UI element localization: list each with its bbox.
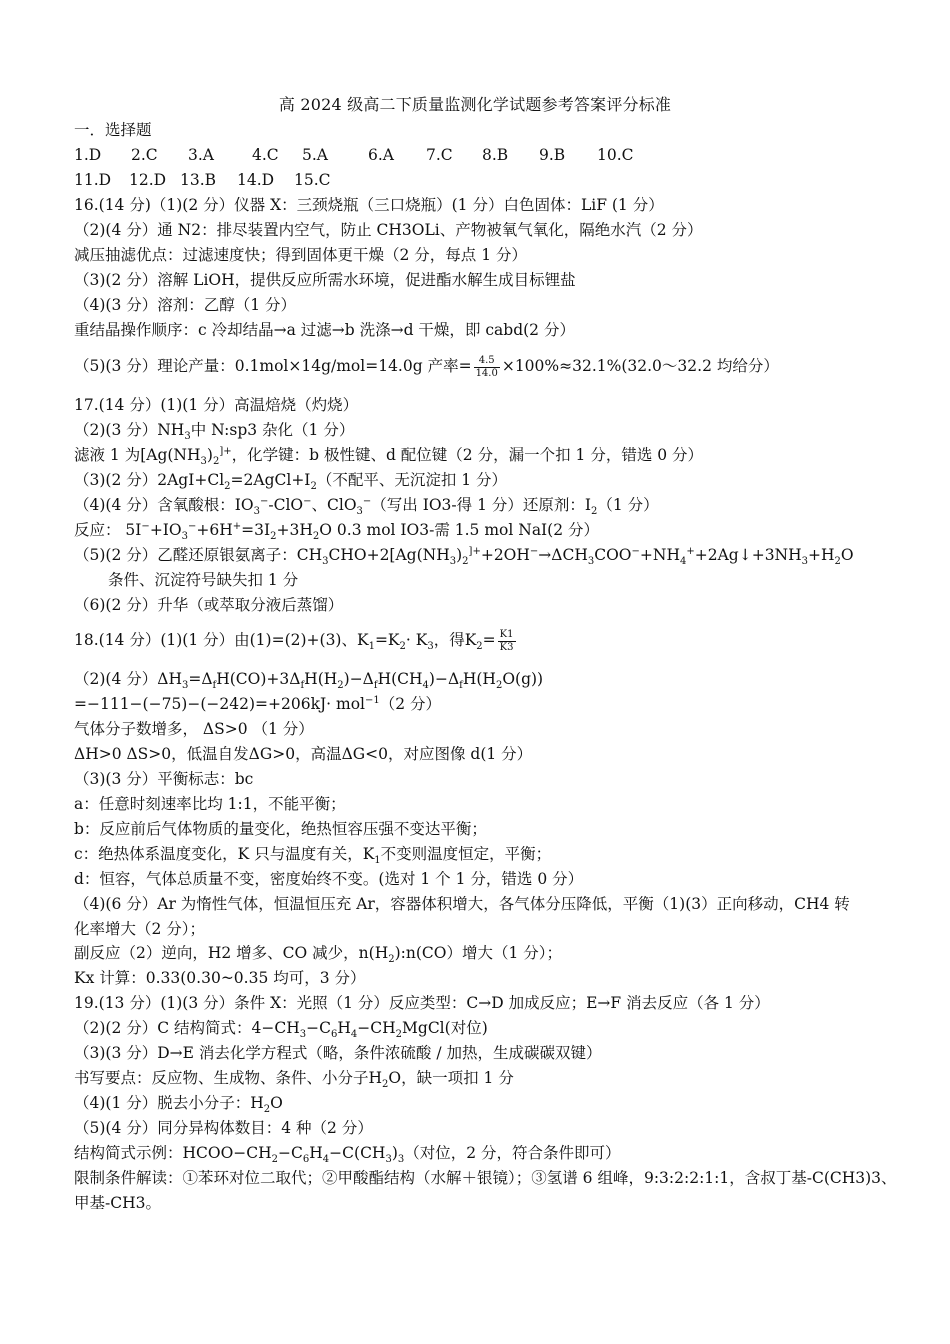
superscript: −: [141, 520, 150, 532]
superscript: −: [362, 495, 372, 507]
text-run: （4)(4 分）含氧酸根：IO: [74, 496, 254, 514]
subscript: 2: [270, 531, 277, 543]
subscript: 2: [271, 1154, 279, 1166]
superscript: −1: [365, 694, 380, 706]
q16-line-1: 16.(14 分)（1)(2 分）仪器 X：三颈烧瓶（三口烧瓶）(1 分）白色固体：LiF (1 分）: [74, 196, 664, 214]
text-run: COO: [594, 546, 632, 564]
q17-line-5: [74, 493, 889, 517]
q17-line-2: [74, 418, 889, 442]
text-run: H(H: [304, 670, 338, 688]
q16-line-6: 重结晶操作顺序：c 冷却结晶→a 过滤→b 洗涤→d 干燥，即 cabd(2 分）: [74, 321, 575, 339]
answer-item: 9.B: [539, 146, 566, 164]
subscript: 2: [462, 556, 469, 568]
q18-line-11: （4)(6 分）Ar 为惰性气体，恒温恒压充 Ar，容器体积增大，各气体分压降低，平衡（1)(3）正向移动，CH4 转: [74, 895, 850, 913]
answer-item: 8.B: [482, 146, 509, 164]
subscript: 4: [350, 1029, 358, 1041]
answer-item: 4.C: [252, 146, 279, 164]
text-run: =−111−(−75)−(−242)=+206kJ· mol: [74, 695, 366, 713]
subscript: 3: [801, 556, 809, 568]
q18-line-1: [74, 628, 889, 654]
text-run: ):n(CO）增大（1 分）；: [394, 944, 562, 962]
text-run: −C: [278, 1144, 303, 1162]
text-run: =K: [374, 631, 400, 649]
text-run: （4)(1 分）脱去小分子：H: [74, 1094, 264, 1112]
q19-line-2: [74, 1016, 889, 1040]
answer-item: 5.A: [302, 146, 328, 164]
text-run: （1 分）: [597, 496, 659, 514]
text-run: （5)(2 分）乙醛还原银氨离子：CH: [74, 546, 323, 564]
q18-line-10: d：恒容，气体总质量不变，密度始终不变。(选对 1 个 1 分，错选 0 分）: [74, 870, 584, 888]
q18-line-7: a：任意时刻速率比均 1:1，不能平衡；: [74, 795, 346, 813]
answer-item: 7.C: [426, 146, 453, 164]
subscript: 2: [395, 1029, 403, 1041]
page-title: 高 2024 级高二下质量监测化学试题参考答案评分标准: [278, 95, 672, 114]
q18-line-8: b：反应前后气体物质的量变化，绝热恒容压强不变达平衡；: [74, 820, 487, 838]
subscript: 3: [200, 456, 207, 468]
text-run: O: [840, 546, 854, 564]
subscript: 3: [322, 556, 329, 568]
subscript: 2: [224, 481, 231, 493]
answer-item: 1.D: [74, 146, 102, 164]
subscript: 3: [253, 506, 260, 518]
superscript: −: [259, 495, 269, 507]
superscript: ]+: [468, 545, 481, 557]
text-run: H: [337, 1019, 351, 1037]
text-run: O(g)): [502, 670, 544, 688]
subscript: f: [373, 680, 378, 692]
text-run: 18.(14 分）(1)(1 分）由(1)=(2)+(3)、K: [74, 631, 369, 649]
subscript: 4: [422, 680, 429, 692]
text-run: ): [456, 546, 463, 564]
q16-line-7: [74, 354, 889, 380]
text-run: 、ClO: [311, 496, 357, 514]
text-run: c：绝热体系温度变化，K 只与温度有关，K: [74, 845, 375, 863]
text-run: +2Ag↓+3NH: [694, 546, 802, 564]
q19-line-9: 甲基-CH3。: [74, 1194, 161, 1212]
text-run: · K: [405, 631, 428, 649]
subscript: 2: [834, 556, 841, 568]
subscript: 2: [312, 531, 320, 543]
q16-yield-result: ×100%≈32.1%(32.0～32.2 均给分）: [501, 357, 779, 375]
answer-item: 13.B: [180, 171, 217, 189]
text-run: CHO+2[Ag(NH: [328, 546, 450, 564]
q18-line-13: [74, 941, 889, 965]
subscript: 1: [368, 641, 375, 653]
answer-item: 10.C: [597, 146, 634, 164]
text-run: ，化学键：b 极性键、d 配位键（2 分，漏一个扣 1 分，错选 0 分）: [231, 446, 704, 464]
k-fraction: [498, 629, 516, 654]
answer-item: 15.C: [294, 171, 331, 189]
text-run: H: [309, 1144, 323, 1162]
text-run: （2)(2 分）C 结构简式：4−CH: [74, 1019, 300, 1037]
q18-line-9: [74, 842, 889, 866]
answer-item: 12.D: [129, 171, 167, 189]
text-run: （3)(2 分）2AgI+Cl: [74, 471, 225, 489]
answer-item: 2.C: [131, 146, 158, 164]
fraction-denominator: 14.0: [475, 367, 498, 379]
superscript: −: [631, 545, 640, 557]
text-run: （2)(3 分）NH: [74, 421, 185, 439]
answer-item: 6.A: [368, 146, 394, 164]
subscript: f: [459, 680, 463, 692]
text-run: H(CH: [377, 670, 423, 688]
text-run: H(CO)+3Δ: [216, 670, 301, 688]
q18-line-12: 化率增大（2 分）；: [74, 920, 206, 938]
answer-item: 11.D: [74, 171, 112, 189]
subscript: 3: [181, 680, 189, 692]
text-run: =: [482, 631, 496, 649]
text-run: 中 N:sp3 杂化（1 分）: [190, 421, 355, 439]
text-run: →ΔCH: [538, 546, 588, 564]
q16-yield-text: （5)(3 分）理论产量：0.1mol×14g/mol=14.0g 产率=: [74, 357, 472, 375]
q17-line-9: （6)(2 分）升华（或萃取分液后蒸馏）: [74, 596, 344, 614]
q16-line-5: （4)(3 分）溶剂：乙醇（1 分）: [74, 296, 297, 314]
text-run: O，缺一项扣 1 分: [388, 1069, 514, 1087]
section-heading-choice: 一．选择题: [74, 121, 152, 139]
q17-line-1: 17.(14 分）(1)(1 分）高温焙烧（灼烧）: [74, 396, 359, 414]
subscript: 2: [476, 641, 483, 653]
text-run: −CH: [357, 1019, 396, 1037]
text-run: +2OH: [480, 546, 530, 564]
subscript: 2: [382, 1079, 389, 1091]
q18-line-14: Kx 计算：0.33(0.30~0.35 均可，3 分）: [74, 969, 366, 987]
text-run: （写出 IO3-得 1 分）还原剂：I: [371, 496, 591, 514]
q17-line-6: [74, 518, 889, 542]
q16-line-3: 减压抽滤优点：过滤速度快；得到固体更干燥（2 分，每点 1 分）: [74, 246, 528, 264]
subscript: 6: [331, 1029, 338, 1041]
answer-item: 3.A: [188, 146, 214, 164]
text-run: O 0.3 mol IO3-需 1.5 mol NaI(2 分）: [319, 521, 600, 539]
text-run: +6H: [196, 521, 233, 539]
subscript: 4: [322, 1154, 330, 1166]
q18-line-5: ΔH>0 ΔS>0，低温自发ΔG>0，高温ΔG<0，对应图像 d(1 分）: [74, 745, 533, 763]
text-run: 滤液 1 为[Ag(NH: [74, 446, 201, 464]
superscript: −: [303, 495, 312, 507]
q17-line-7: [74, 543, 889, 567]
text-run: −C: [306, 1019, 331, 1037]
yield-fraction: [474, 355, 500, 380]
subscript: 3: [587, 556, 595, 568]
text-run: ): [206, 446, 213, 464]
subscript: 2: [388, 954, 395, 966]
superscript: ]+: [219, 445, 232, 457]
subscript: 2: [212, 456, 220, 468]
subscript: 3: [397, 1154, 405, 1166]
text-run: H(H: [462, 670, 496, 688]
subscript: 4: [679, 556, 687, 568]
subscript: f: [300, 680, 305, 692]
subscript: 2: [337, 680, 344, 692]
superscript: +: [232, 520, 242, 532]
text-run: （2 分）: [379, 695, 442, 713]
q18-line-2: [74, 667, 889, 691]
q18-line-3: [74, 692, 889, 716]
q16-line-4: （3)(2 分）溶解 LiOH，提供反应所需水环境，促进酯水解生成目标锂盐: [74, 271, 576, 289]
q19-line-7: [74, 1141, 889, 1165]
text-run: +3H: [276, 521, 313, 539]
subscript: 3: [356, 506, 363, 518]
superscript: +: [686, 545, 695, 557]
text-run: 结构简式示例：HCOO−CH: [74, 1144, 272, 1162]
q19-line-3: （3)(3 分）D→E 消去化学方程式（略，条件浓硫酸 / 加热，生成碳碳双键）: [74, 1044, 602, 1062]
q19-line-5: [74, 1091, 889, 1115]
text-run: +IO: [149, 521, 182, 539]
subscript: 3: [181, 531, 189, 543]
text-run: -ClO: [268, 496, 304, 514]
subscript: 2: [495, 680, 503, 692]
q17-line-8: 条件、沉淀符号缺失扣 1 分: [108, 571, 299, 589]
text-run: =Δ: [188, 670, 213, 688]
text-run: （对位，2 分，符合条件即可）: [404, 1144, 621, 1162]
subscript: 1: [374, 855, 381, 867]
answer-item: 14.D: [237, 171, 275, 189]
superscript: −: [529, 545, 539, 557]
text-run: )−Δ: [343, 670, 374, 688]
q17-line-4: [74, 468, 889, 492]
q19-line-1: 19.(13 分）(1)(3 分）条件 X：光照（1 分）反应类型：C→D 加成反应；E→F 消去反应（各 1 分）: [74, 994, 770, 1012]
subscript: f: [212, 680, 217, 692]
q19-line-4: [74, 1066, 889, 1090]
subscript: 3: [385, 1154, 392, 1166]
subscript: 2: [399, 641, 406, 653]
subscript: 3: [299, 1029, 307, 1041]
subscript: 2: [591, 506, 598, 518]
text-run: −C(CH: [329, 1144, 386, 1162]
text-run: ): [391, 1144, 398, 1162]
text-run: +H: [808, 546, 835, 564]
text-run: ，得K: [433, 631, 477, 649]
text-run: O: [270, 1094, 283, 1112]
text-run: 反应： 5I: [74, 521, 142, 539]
subscript: 3: [427, 641, 434, 653]
fraction-numerator: 4.5: [474, 355, 500, 368]
text-run: 书写要点：反应物、生成物、条件、小分子H: [74, 1069, 383, 1087]
text-run: =2AgCl+I: [230, 471, 311, 489]
text-run: MgCl(对位): [402, 1019, 488, 1037]
q19-line-6: （5)(4 分）同分异构体数目：4 种（2 分）: [74, 1119, 373, 1137]
q19-line-8: 限制条件解读：①苯环对位二取代；②甲酸酯结构（水解＋银镜）；③氢谱 6 组峰，9:3:2:2:1:1，含叔丁基-C(CH3)3、: [74, 1169, 897, 1187]
q16-line-2: （2)(4 分）通 N2：排尽装置内空气，防止 CH3OLi、产物被氧气氧化，隔绝水汽（2 分）: [74, 221, 703, 239]
q18-line-4: 气体分子数增多， ΔS>0 （1 分）: [74, 720, 314, 738]
superscript: −: [188, 520, 197, 532]
text-run: 不变则温度恒定，平衡；: [380, 845, 552, 863]
text-run: （2)(4 分）ΔH: [74, 670, 182, 688]
text-run: =3I: [241, 521, 271, 539]
text-run: )−Δ: [428, 670, 460, 688]
subscript: 2: [310, 481, 317, 493]
subscript: 2: [263, 1104, 271, 1116]
text-run: 副反应（2）逆向，H2 增多、CO 减少，n(H: [74, 944, 389, 962]
text-run: （不配平、无沉淀扣 1 分）: [316, 471, 508, 489]
subscript: 3: [184, 431, 191, 443]
subscript: 6: [302, 1154, 310, 1166]
q18-line-6: （3)(3 分）平衡标志：bc: [74, 770, 254, 788]
fraction-numerator: K1: [499, 628, 514, 640]
text-run: +NH: [639, 546, 680, 564]
subscript: 3: [449, 556, 457, 568]
fraction-denominator: K3: [499, 641, 514, 653]
q17-line-3: [74, 443, 889, 467]
